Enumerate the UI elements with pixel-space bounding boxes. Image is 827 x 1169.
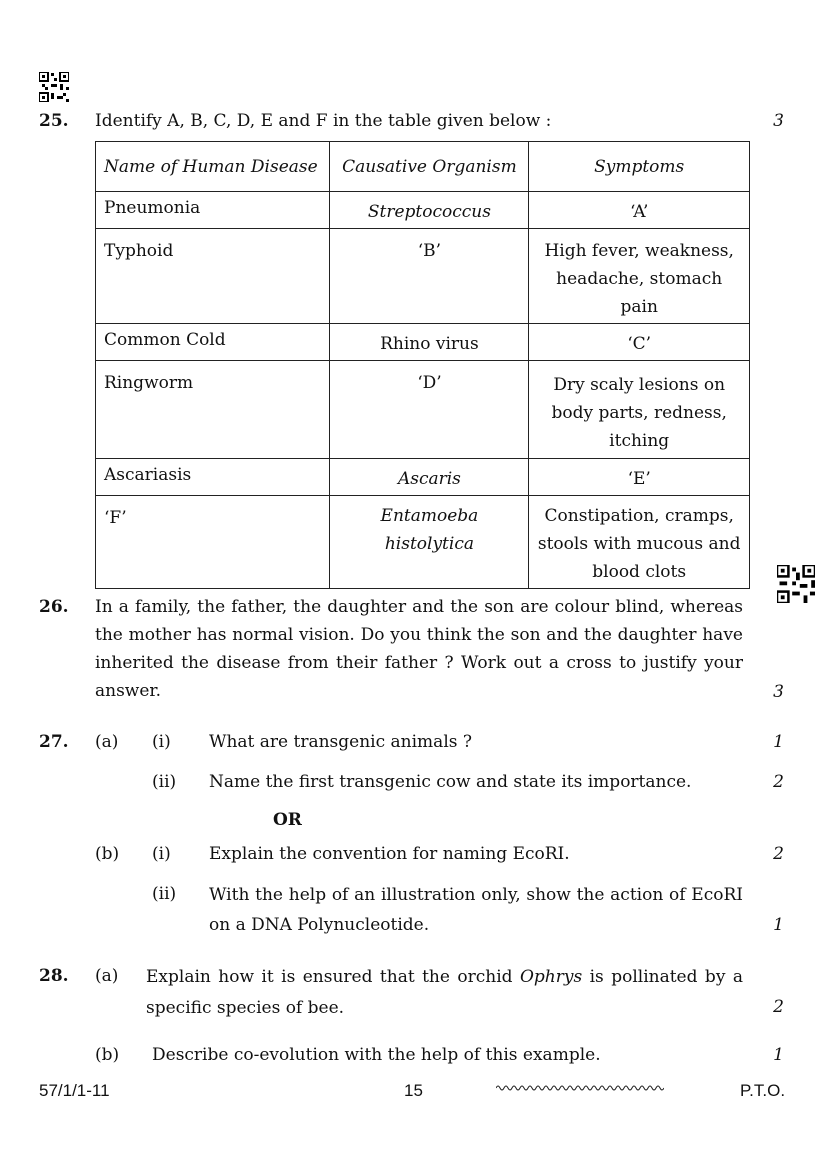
part-a-label: (a): [95, 966, 119, 986]
header-organism: Causative Organism: [330, 142, 529, 192]
cell-organism: Entamoeba histolytica: [330, 496, 529, 589]
table-row: [96, 361, 750, 459]
cell-symptoms: Constipation, cramps, stools with mucous and blood clots: [529, 496, 750, 589]
question-27-a-i-marks: 1: [773, 732, 784, 752]
table-row: [96, 496, 750, 589]
question-27-b-ii-text: With the help of an illustration only, show the action of EcoRI on a DNA Polynucleotide.: [209, 885, 743, 935]
part-b-label: (b): [95, 1045, 120, 1065]
header-symptoms: Symptoms: [529, 142, 750, 192]
cell-symptoms: ‘A’: [529, 192, 750, 229]
or-separator: OR: [273, 810, 302, 830]
cell-disease: Ringworm: [96, 361, 330, 459]
cell-symptoms: High fever, weakness, headache, stomach pain: [529, 229, 750, 324]
cell-symptoms: ‘E’: [529, 459, 750, 496]
paper-code: 57/1/1-11: [39, 1081, 110, 1100]
table-row: [96, 459, 750, 496]
question-27-b-i-text: Explain the convention for naming EcoRI.: [209, 844, 570, 864]
cell-organism: ‘B’: [330, 229, 529, 324]
subpart-ii-label: (ii): [152, 772, 177, 792]
part-b-label: (b): [95, 844, 120, 864]
qr-code-side: [777, 565, 815, 603]
cell-symptoms: ‘C’: [529, 324, 750, 361]
cell-organism: Rhino virus: [330, 324, 529, 361]
question-28-a-text: Explain how it is ensured that the orchid Ophrys is pollinated by a specific species of bee.: [146, 967, 743, 1018]
cell-symptoms: Dry scaly lesions on body parts, redness, itching: [529, 361, 750, 459]
part-a-label: (a): [95, 732, 119, 752]
cell-disease: Typhoid: [96, 229, 330, 324]
cell-disease: Pneumonia: [96, 192, 330, 229]
cell-organism: Ascaris: [330, 459, 529, 496]
cell-organism: ‘D’: [330, 361, 529, 459]
question-number-28: 28.: [39, 966, 69, 986]
question-25-marks: 3: [773, 111, 784, 131]
question-28-b-marks: 1: [773, 1045, 784, 1065]
question-27-a-ii-text: Name the first transgenic cow and state its importance.: [209, 772, 692, 792]
cell-disease: Ascariasis: [96, 459, 330, 496]
question-27-a-i-text: What are transgenic animals ?: [209, 732, 472, 752]
question-27-a-ii-marks: 2: [773, 772, 784, 792]
disease-table: [95, 141, 750, 589]
table-row: [96, 229, 750, 324]
question-25-text: Identify A, B, C, D, E and F in the table given below :: [95, 111, 552, 131]
pto-label: P.T.O.: [740, 1081, 786, 1100]
header-disease: Name of Human Disease: [96, 142, 330, 192]
question-26-text: In a family, the father, the daughter and the son are colour blind, whereas the mother has normal vision. Do you think the son and the daughter have inherited the disease from their father ? Work out a cross to justify your answer.: [95, 597, 743, 701]
subpart-i-label: (i): [152, 732, 171, 752]
question-28-b-text: Describe co-evolution with the help of this example.: [152, 1045, 601, 1065]
wavy-line-decoration: [496, 1084, 664, 1092]
question-27-b-ii-marks: 1: [773, 915, 784, 935]
question-number-26: 26.: [39, 597, 69, 617]
cell-organism: Streptococcus: [330, 192, 529, 229]
cell-disease: ‘F’: [96, 496, 330, 589]
subpart-i-label: (i): [152, 844, 171, 864]
table-row: [96, 324, 750, 361]
qr-code-top: [39, 72, 69, 102]
question-number-25: 25.: [39, 111, 69, 131]
table-row: [96, 192, 750, 229]
page-number: 15: [404, 1081, 423, 1100]
subpart-ii-label: (ii): [152, 884, 177, 904]
question-27-b-i-marks: 2: [773, 844, 784, 864]
question-26-marks: 3: [773, 682, 784, 702]
question-28-a-marks: 2: [773, 997, 784, 1017]
cell-disease: Common Cold: [96, 324, 330, 361]
question-number-27: 27.: [39, 732, 69, 752]
table-header-row: [96, 142, 750, 192]
